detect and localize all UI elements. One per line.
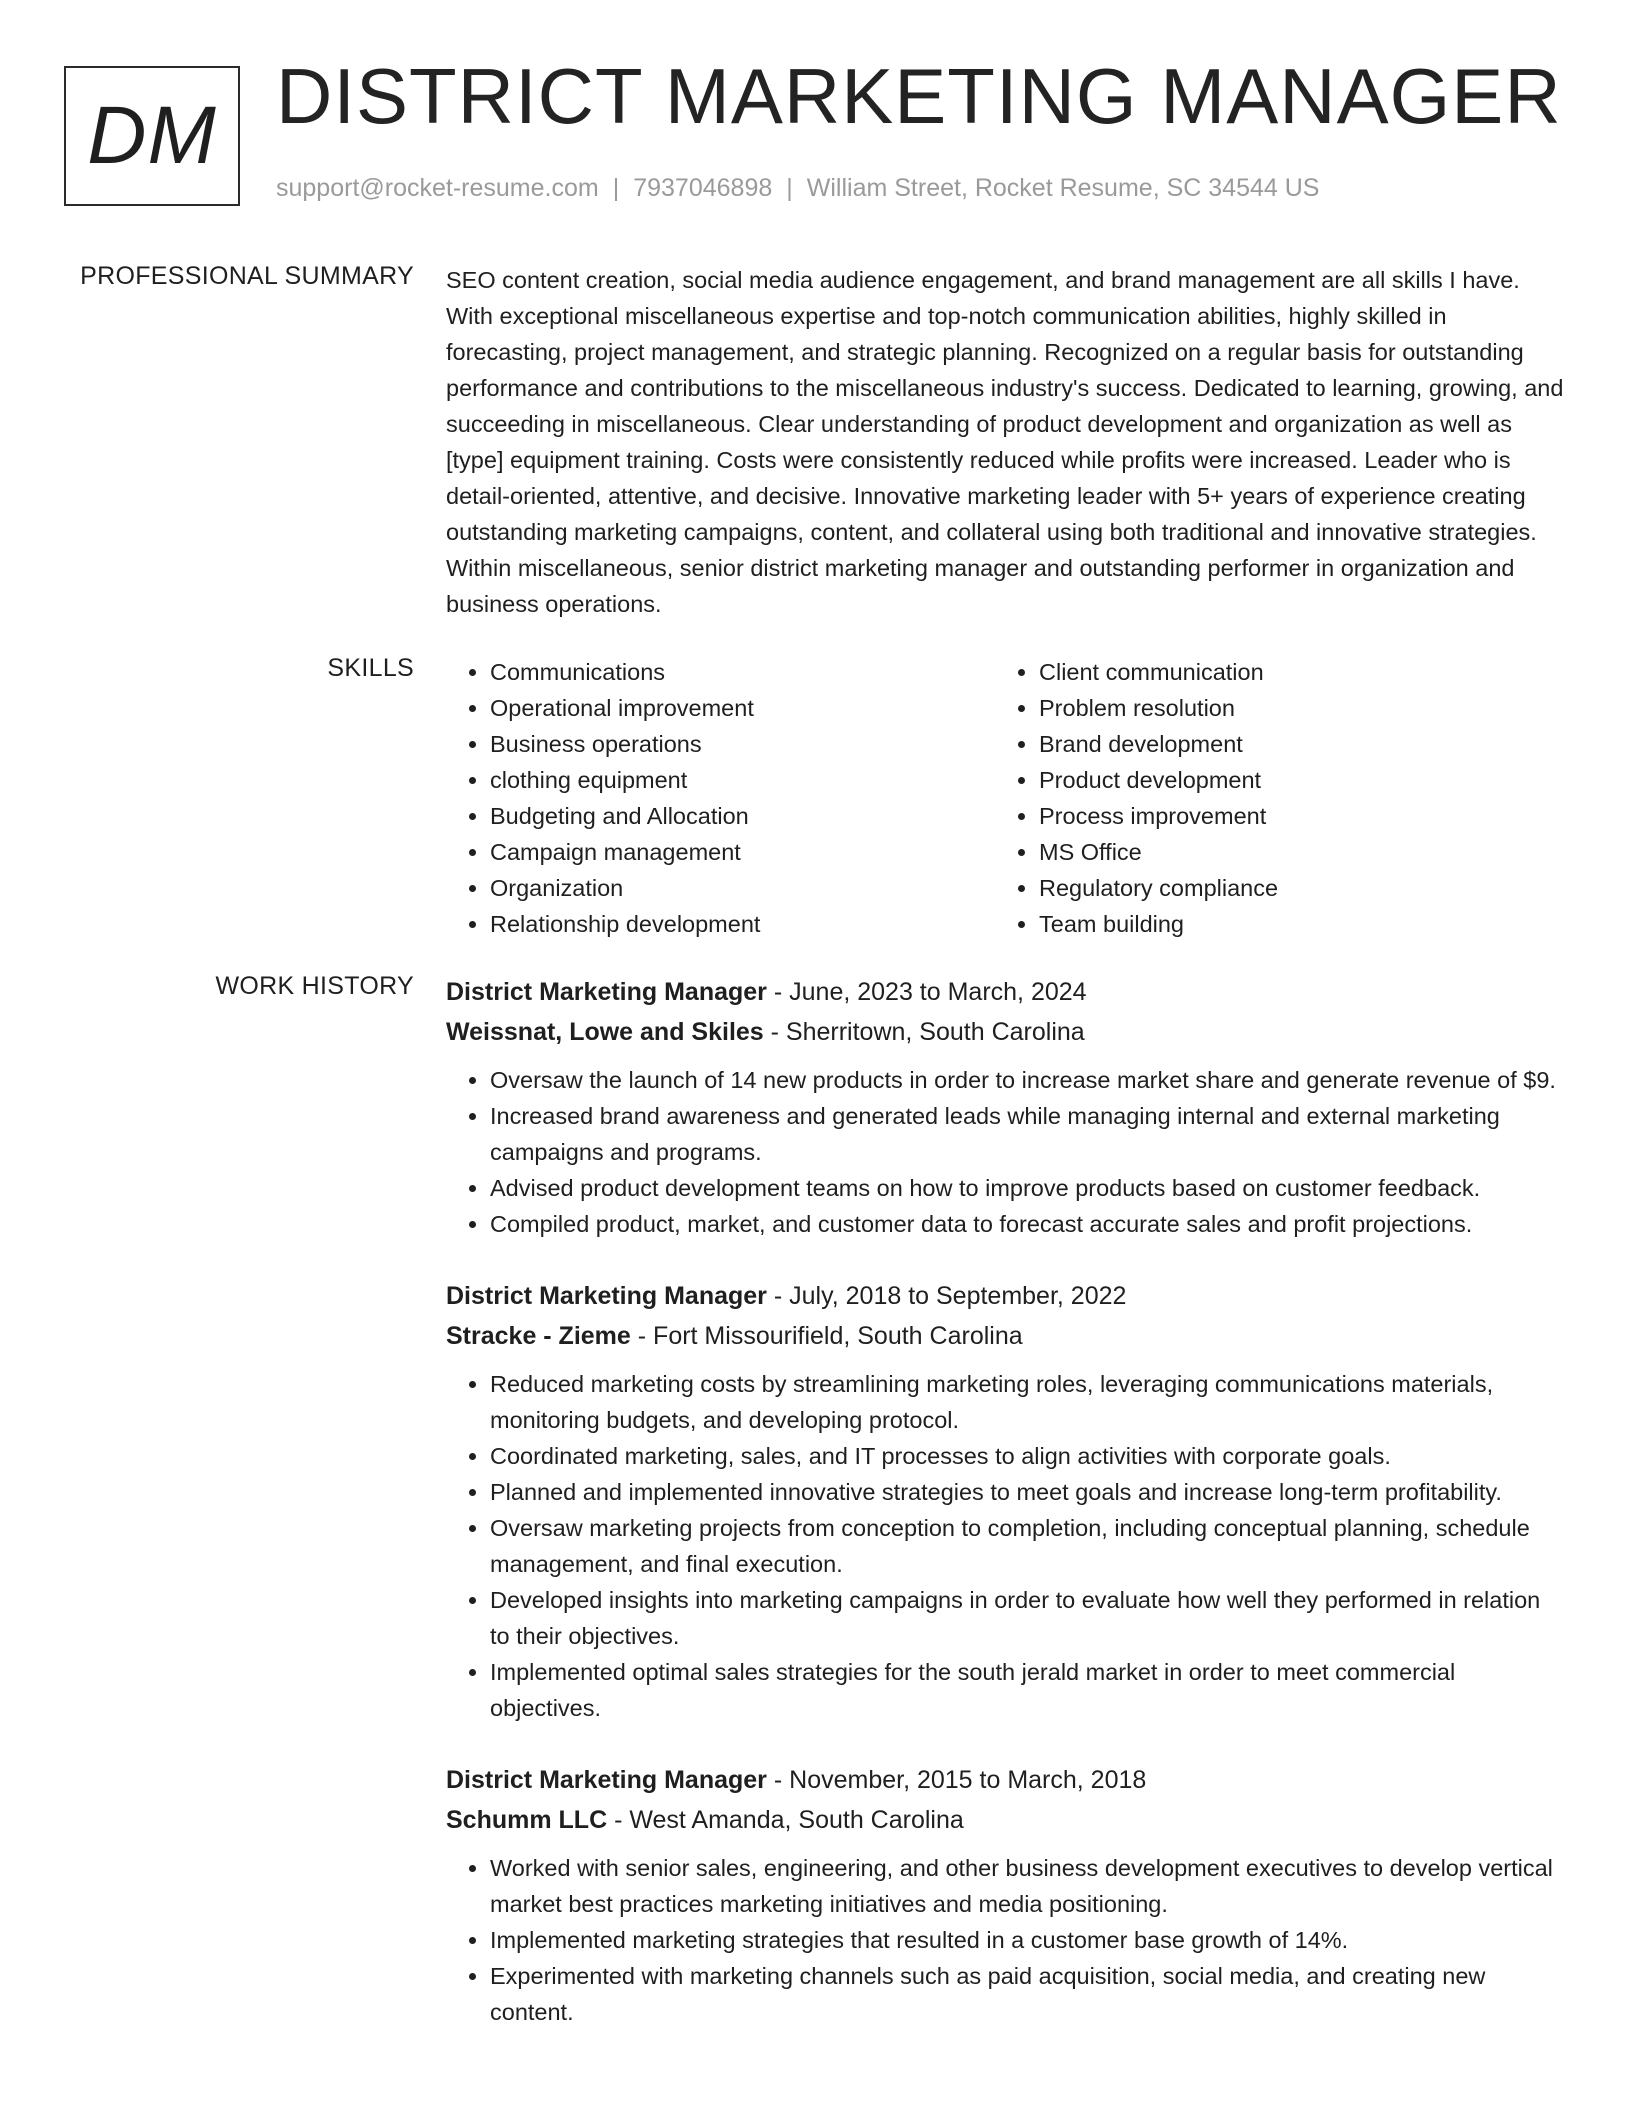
- skill-item: • Product development: [1039, 762, 1544, 798]
- job-bullet: • Oversaw the launch of 14 new products in order to increase market share and generate revenue of $9.: [490, 1062, 1566, 1098]
- section-heading-summary: PROFESSIONAL SUMMARY: [80, 262, 414, 290]
- job-title: District Marketing Manager: [446, 1282, 767, 1310]
- job-company-line: [446, 1012, 1566, 1052]
- skill-item: • Problem resolution: [1039, 690, 1544, 726]
- job-bullet: • Planned and implemented innovative strategies to meet goals and increase long-term profitability.: [490, 1474, 1566, 1510]
- monogram-logo: DM: [64, 66, 240, 206]
- job-bullet: • Developed insights into marketing campaigns in order to evaluate how well they performed in relation to their objectives.: [490, 1582, 1566, 1654]
- skill-item: • clothing equipment: [490, 762, 995, 798]
- job-dates: - November, 2015 to March, 2018: [766, 1766, 1147, 1794]
- skill-item: • Business operations: [490, 726, 995, 762]
- job-bullet: • Implemented marketing strategies that resulted in a customer base growth of 14%.: [490, 1922, 1566, 1958]
- contact-separator: |: [786, 174, 793, 202]
- contact-email[interactable]: support@rocket-resume.com: [276, 174, 599, 202]
- contact-phone[interactable]: 7937046898: [633, 174, 773, 202]
- skill-item: • Budgeting and Allocation: [490, 798, 995, 834]
- summary-text: SEO content creation, social media audience engagement, and brand management are all skills I have. With exceptional miscellaneous expertise and top-notch communication abilities, highly skilled in forecasting, project management, and strategic planning. Recognized on a regular basis for outstanding performance and contributions to the miscellaneous industry's success. Dedicated to learning, growing, and succeeding in miscellaneous. Clear understanding of product development and organization as well as [type] equipment training. Costs were consistently reduced while profits were increased. Leader who is detail-oriented, attentive, and decisive. Innovative marketing leader with 5+ years of experience creating outstanding marketing campaigns, content, and collateral using both traditional and innovative strategies. Within miscellaneous, senior district marketing manager and outstanding performer in organization and business operations.: [446, 267, 1564, 617]
- job-location: - West Amanda, South Carolina: [607, 1806, 964, 1834]
- skill-item: • Brand development: [1039, 726, 1544, 762]
- job-entry: [446, 1760, 1566, 2030]
- skills-list: [446, 654, 1566, 942]
- job-bullets: [446, 1850, 1566, 2030]
- skill-item: • Operational improvement: [490, 690, 995, 726]
- job-title-line: [446, 1276, 1566, 1316]
- job-bullet: • Implemented optimal sales strategies for the south jerald market in order to meet commercial objectives.: [490, 1654, 1566, 1726]
- job-title: District Marketing Manager: [446, 978, 767, 1006]
- job-bullet: • Coordinated marketing, sales, and IT processes to align activities with corporate goals.: [490, 1438, 1566, 1474]
- job-bullet: • Oversaw marketing projects from conception to completion, including conceptual planning, schedule management, and final execution.: [490, 1510, 1566, 1582]
- contact-line: [276, 174, 1319, 203]
- skills-column-right: [995, 654, 1544, 942]
- job-entry: [446, 1276, 1566, 1726]
- job-bullet: • Experimented with marketing channels such as paid acquisition, social media, and creating new content.: [490, 1958, 1566, 2030]
- contact-separator: |: [612, 174, 620, 202]
- job-title-line: [446, 972, 1566, 1012]
- skill-item: • Client communication: [1039, 654, 1544, 690]
- contact-address: William Street, Rocket Resume, SC 34544 US: [806, 174, 1320, 202]
- skill-item: • Relationship development: [490, 906, 995, 942]
- skill-item: • Campaign management: [490, 834, 995, 870]
- job-location: - Sherritown, South Carolina: [763, 1018, 1085, 1046]
- job-entry: [446, 972, 1566, 1242]
- job-bullet: • Increased brand awareness and generated leads while managing internal and external marketing campaigns and programs.: [490, 1098, 1566, 1170]
- skill-item: • Process improvement: [1039, 798, 1544, 834]
- job-company-line: [446, 1800, 1566, 1840]
- skill-item: • MS Office: [1039, 834, 1544, 870]
- job-company: Schumm LLC: [446, 1806, 608, 1834]
- job-bullets: [446, 1366, 1566, 1726]
- job-dates: - June, 2023 to March, 2024: [766, 978, 1087, 1006]
- skill-item: • Communications: [490, 654, 995, 690]
- job-bullet: • Compiled product, market, and customer data to forecast accurate sales and profit projections.: [490, 1206, 1566, 1242]
- job-company-line: [446, 1316, 1566, 1356]
- summary-body: [446, 262, 1566, 622]
- skills-column-left: [446, 654, 995, 942]
- skill-item: • Regulatory compliance: [1039, 870, 1544, 906]
- work-history-body: [446, 972, 1566, 2064]
- job-bullet: • Advised product development teams on how to improve products based on customer feedback.: [490, 1170, 1566, 1206]
- job-company: Stracke - Zieme: [446, 1322, 631, 1350]
- job-location: - Fort Missourifield, South Carolina: [630, 1322, 1023, 1350]
- job-bullet: • Worked with senior sales, engineering, and other business development executives to develop vertical market best practices marketing initiatives and media positioning.: [490, 1850, 1566, 1922]
- job-company: Weissnat, Lowe and Skiles: [446, 1018, 764, 1046]
- skill-item: • Team building: [1039, 906, 1544, 942]
- job-bullet: • Reduced marketing costs by streamlining marketing roles, leveraging communications materials, monitoring budgets, and developing protocol.: [490, 1366, 1566, 1438]
- section-heading-work-history: WORK HISTORY: [215, 972, 414, 1000]
- resume-title: DISTRICT MARKETING MANAGER: [276, 52, 1562, 140]
- job-title-line: [446, 1760, 1566, 1800]
- job-title: District Marketing Manager: [446, 1766, 767, 1794]
- job-bullets: [446, 1062, 1566, 1242]
- job-dates: - July, 2018 to September, 2022: [766, 1282, 1127, 1310]
- skill-item: • Organization: [490, 870, 995, 906]
- section-heading-skills: SKILLS: [327, 654, 414, 682]
